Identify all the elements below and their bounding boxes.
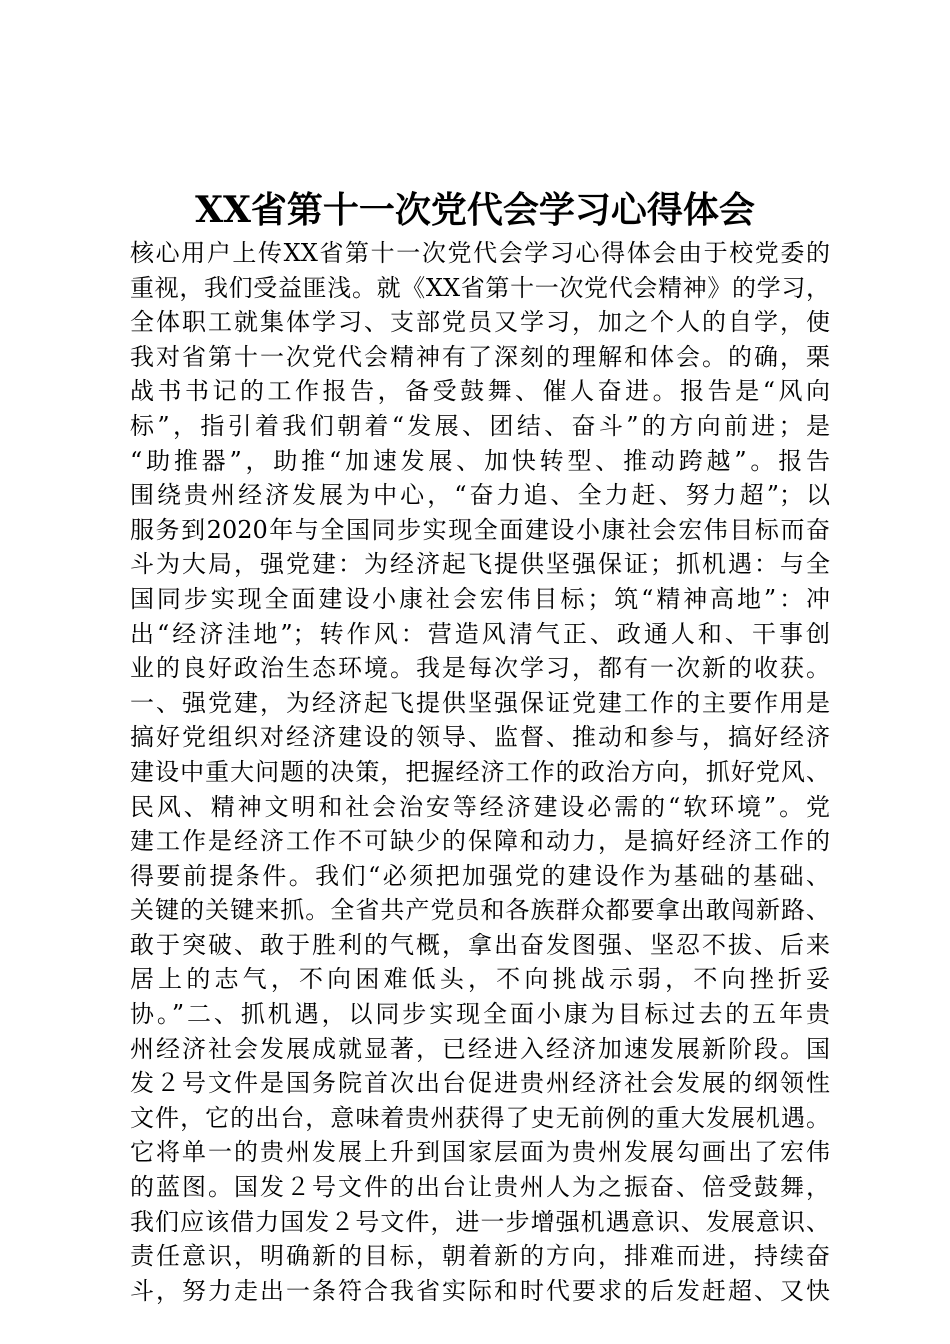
body-text-line: 得要前提条件。我们“必须把加强党的建设作为基础的基础、	[130, 861, 830, 890]
body-text-line: 关键的关键来抓。全省共产党员和各族群众都要拿出敢闯新路、	[130, 896, 830, 925]
body-text-line: 斗为大局，强党建：为经济起飞提供坚强保证；抓机遇：与全	[130, 550, 830, 579]
body-text-line: 敢于突破、敢于胜利的气概，拿出奋发图强、坚忍不拔、后来	[130, 930, 830, 959]
body-text-line: 战书书记的工作报告，备受鼓舞、催人奋进。报告是“风向	[130, 377, 830, 406]
body-text-line: 建工作是经济工作不可缺少的保障和动力，是搞好经济工作的	[130, 827, 830, 856]
body-text-line: 全体职工就集体学习、支部党员又学习，加之个人的自学，使	[130, 308, 830, 337]
body-text-line: 民风、精神文明和社会治安等经济建设必需的“软环境”。党	[130, 792, 830, 821]
body-text-line: 文件，它的出台，意味着贵州获得了史无前例的重大发展机遇。	[130, 1103, 830, 1132]
body-text-line: 一、强党建，为经济起飞提供坚强保证党建工作的主要作用是	[130, 688, 830, 717]
body-text-line: “助推器”，助推“加速发展、加快转型、推动跨越”。报告	[130, 446, 830, 475]
document-body	[130, 236, 830, 1308]
body-text-line: 居上的志气，不向困难低头，不向挑战示弱，不向挫折妥	[130, 965, 830, 994]
body-text-line: 建设中重大问题的决策，把握经济工作的政治方向，抓好党风、	[130, 757, 830, 786]
body-text-line: 业的良好政治生态环境。我是每次学习，都有一次新的收获。	[130, 654, 830, 683]
body-text-line: 出“经济洼地”；转作风：营造风清气正、政通人和、干事创	[130, 619, 830, 648]
body-text-line: 搞好党组织对经济建设的领导、监督、推动和参与，搞好经济	[130, 723, 830, 752]
body-text-line: 重视，我们受益匪浅。就《XX省第十一次党代会精神》的学习，	[130, 273, 830, 302]
body-text-line: 核心用户上传XX省第十一次党代会学习心得体会由于校党委的	[130, 239, 830, 267]
body-text-line: 发２号文件是国务院首次出台促进贵州经济社会发展的纲领性	[130, 1069, 830, 1098]
body-text-line: 我们应该借力国发２号文件，进一步增强机遇意识、发展意识、	[130, 1207, 830, 1236]
body-text-line: 协。”二、抓机遇，以同步实现全面小康为目标过去的五年贵	[130, 1000, 830, 1029]
body-text-line: 围绕贵州经济发展为中心，“奋力追、全力赶、努力超”；以	[130, 481, 830, 510]
body-text-line: 责任意识，明确新的目标，朝着新的方向，排难而进，持续奋	[130, 1242, 830, 1271]
body-text-line: 标”，指引着我们朝着“发展、团结、奋斗”的方向前进；是	[130, 411, 830, 440]
body-text-line: 国同步实现全面建设小康社会宏伟目标；筑“精神高地”：冲	[130, 584, 830, 613]
body-text-line: 它将单一的贵州发展上升到国家层面为贵州发展勾画出了宏伟	[130, 1138, 830, 1167]
body-text-line: 州经济社会发展成就显著，已经进入经济加速发展新阶段。国	[130, 1034, 830, 1063]
document-title: XX省第十一次党代会学习心得体会	[195, 189, 755, 231]
body-text-line: 服务到2020年与全国同步实现全面建设小康社会宏伟目标而奋	[130, 515, 830, 544]
body-text-line: 我对省第十一次党代会精神有了深刻的理解和体会。的确，栗	[130, 342, 830, 371]
body-text-line: 的蓝图。国发２号文件的出台让贵州人为之振奋、倍受鼓舞，	[130, 1173, 830, 1202]
body-text-line: 斗，努力走出一条符合我省实际和时代要求的后发赶超、又快	[130, 1276, 830, 1305]
